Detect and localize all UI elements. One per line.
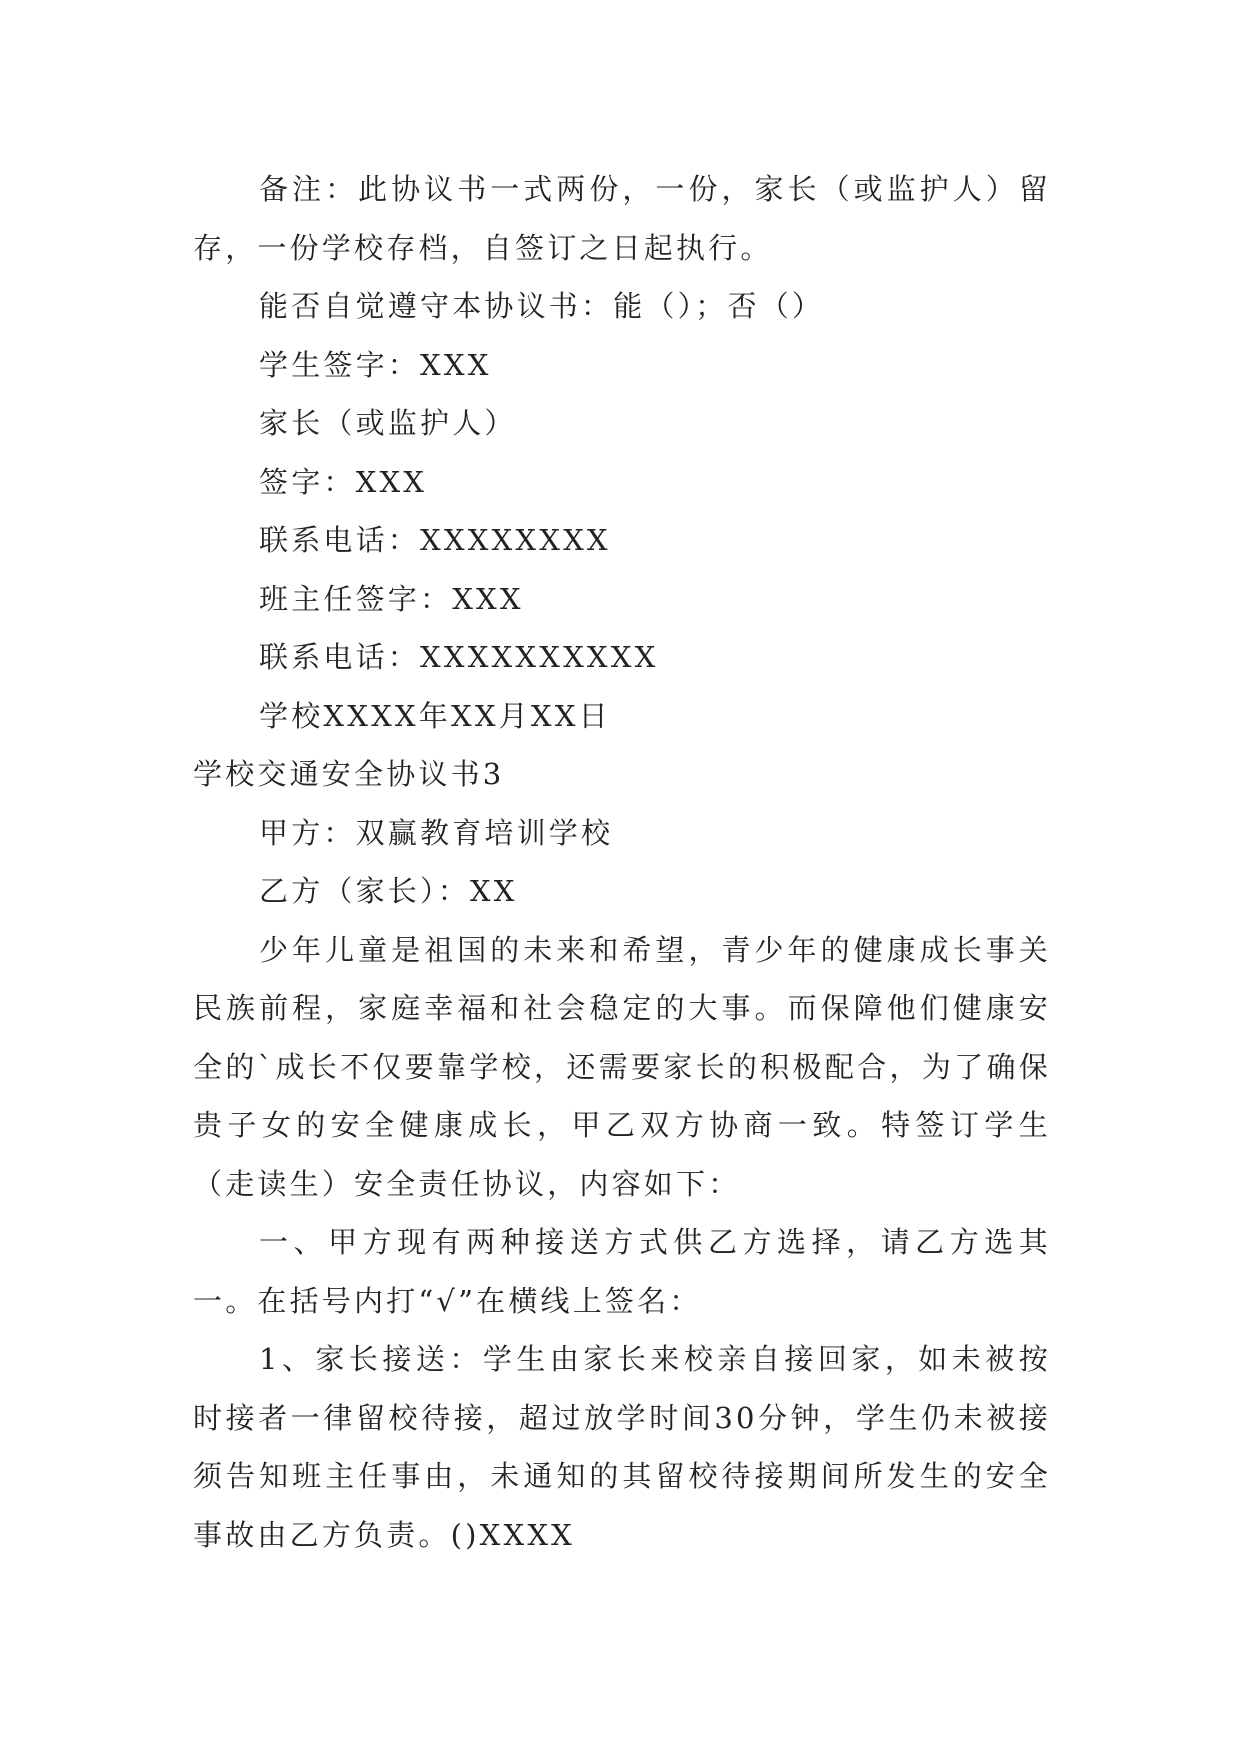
parent-signature: 签字：XXX xyxy=(259,464,428,499)
intro-paragraph: 少年儿童是祖国的未来和希望，青少年的健康成长事关民族前程，家庭幸福和社会稳定的大事。而保障他们健康安全的`成长不仅要靠学校，还需要家长的积极配合，为了确保贵子女的安全健康成长，甲乙双方协商一致。特签订学生（走读生）安全责任协议，内容如下： xyxy=(193,932,1051,1201)
note-paragraph: 备注：此协议书一式两份，一份，家长（或监护人）留存，一份学校存档，自签订之日起执行。 xyxy=(193,172,1051,265)
party-a: 甲方：双赢教育培训学校 xyxy=(259,815,614,850)
teacher-phone: 联系电话：XXXXXXXXXX xyxy=(259,640,659,674)
parent-label: 家长（或监护人） xyxy=(259,406,517,440)
school-date: 学校XXXX年XX月XX日 xyxy=(259,698,611,733)
clause-one: 一、甲方现有两种接送方式供乙方选择，请乙方选其一。在括号内打“√”在横线上签名： xyxy=(193,1225,1051,1318)
document-page xyxy=(193,160,1051,1564)
student-signature: 学生签字：XXX xyxy=(259,347,492,382)
compliance-question: 能否自觉遵守本协议书：能（）；否（） xyxy=(259,289,825,323)
parent-phone: 联系电话：XXXXXXXX xyxy=(259,523,611,557)
party-b: 乙方（家长）：XX xyxy=(259,874,518,908)
teacher-signature: 班主任签字：XXX xyxy=(259,581,524,616)
clause-one-item-one: 1、家长接送：学生由家长来校亲自接回家，如未被按时接者一律留校待接，超过放学时间30分钟，学生仍未被接须告知班主任事由，未通知的其留校待接期间所发生的安全事故由乙方负责。()XXXX xyxy=(193,1342,1051,1552)
section-title: 学校交通安全协议书3 xyxy=(193,757,505,791)
